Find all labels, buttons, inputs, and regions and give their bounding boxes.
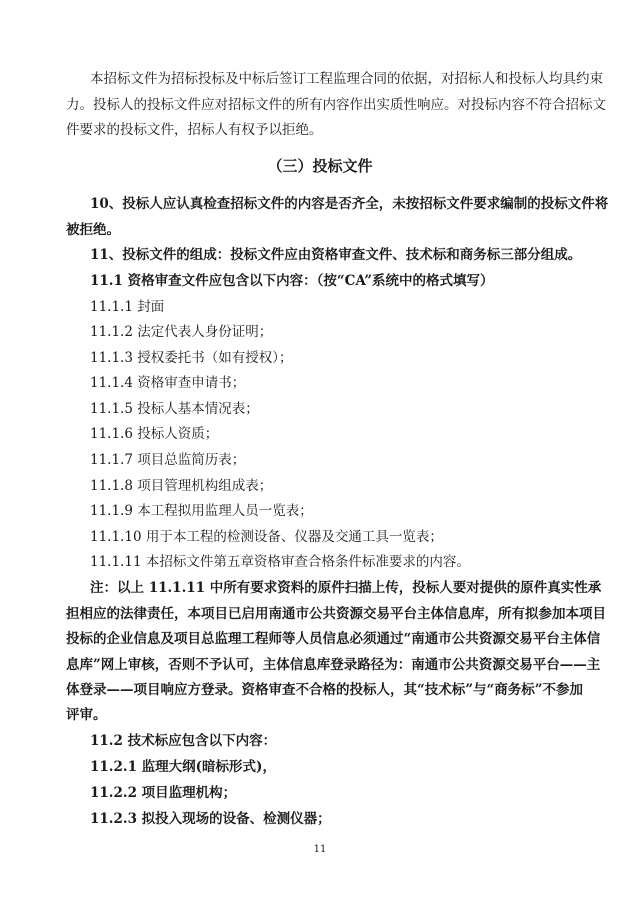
sub-item: 11.1.6 投标人资质； [90,426,219,442]
sub-item: 11.1.10 用于本工程的检测设备、仪器及交通工具一览表； [90,529,443,545]
sub-item: 11.1.4 资格审查申请书； [90,375,246,391]
item-10-line-1: 10、投标人应认真检查招标文件的内容是否齐全，未按招标文件要求编制的投标文件将 [90,196,609,212]
note-line-1: 注：以上 11.1.11 中所有要求资料的原件扫描上传，投标人要对提供的原件真实性承 [90,580,602,596]
item-10-line-2: 被拒绝。 [66,222,120,238]
sub-item: 11.1.5 投标人基本情况表； [90,401,259,417]
sub-item: 11.1.1 封面 [90,299,165,315]
section-heading: （三）投标文件 [267,157,373,175]
note-line-5: 体登录——项目响应方登录。资格审查不合格的投标人，其“技术标”与“商务标”不参加 [66,682,584,698]
intro-line-1: 本招标文件为招标投标及中标后签订工程监理合同的依据，对招标人和投标人均具约束 [90,71,603,87]
sub-item: 11.1.3 授权委托书（如有授权）； [90,350,293,366]
sub-item: 11.1.11 本招标文件第五章资格审查合格条件标准要求的内容。 [90,554,470,570]
tech-item: 11.2.2 项目监理机构； [90,785,237,801]
note-line-4: 息库”网上审核，否则不予认可，主体信息库登录路径为：南通市公共资源交易平台——主 [66,657,601,673]
note-line-3: 投标的企业信息及项目总监理工程师等人员信息必须通过“南通市公共资源交易平台主体信 [66,631,601,647]
sub-item: 11.1.9 本工程拟用监理人员一览表； [90,503,313,519]
note-line-6: 评审。 [66,707,107,723]
sub-item: 11.1.8 项目管理机构组成表； [90,478,273,494]
sub-item: 11.1.7 项目总监简历表； [90,452,246,468]
item-11-2: 11.2 技术标应包含以下内容： [90,733,277,749]
note-line-2: 担相应的法律责任，本项目已启用南通市公共资源交易平台主体信息库，所有拟参加本项目 [66,606,606,622]
item-11-1: 11.1 资格审查文件应包含以下内容：（按“CA”系统中的格式填写） [90,273,494,289]
item-11: 11、投标文件的组成：投标文件应由资格审查文件、技术标和商务标三部分组成。 [90,247,582,263]
intro-line-2: 力。投标人的投标文件应对招标文件的所有内容作出实质性响应。对投标内容不符合招标文 [66,97,606,113]
sub-item: 11.1.2 法定代表人身份证明； [90,324,273,340]
tech-item: 11.2.3 拟投入现场的设备、检测仪器； [90,811,331,827]
page-number: 11 [313,844,327,855]
intro-line-3: 件要求的投标文件，招标人有权予以拒绝。 [66,122,323,138]
tech-item: 11.2.1 监理大纲(暗标形式)， [90,759,276,775]
